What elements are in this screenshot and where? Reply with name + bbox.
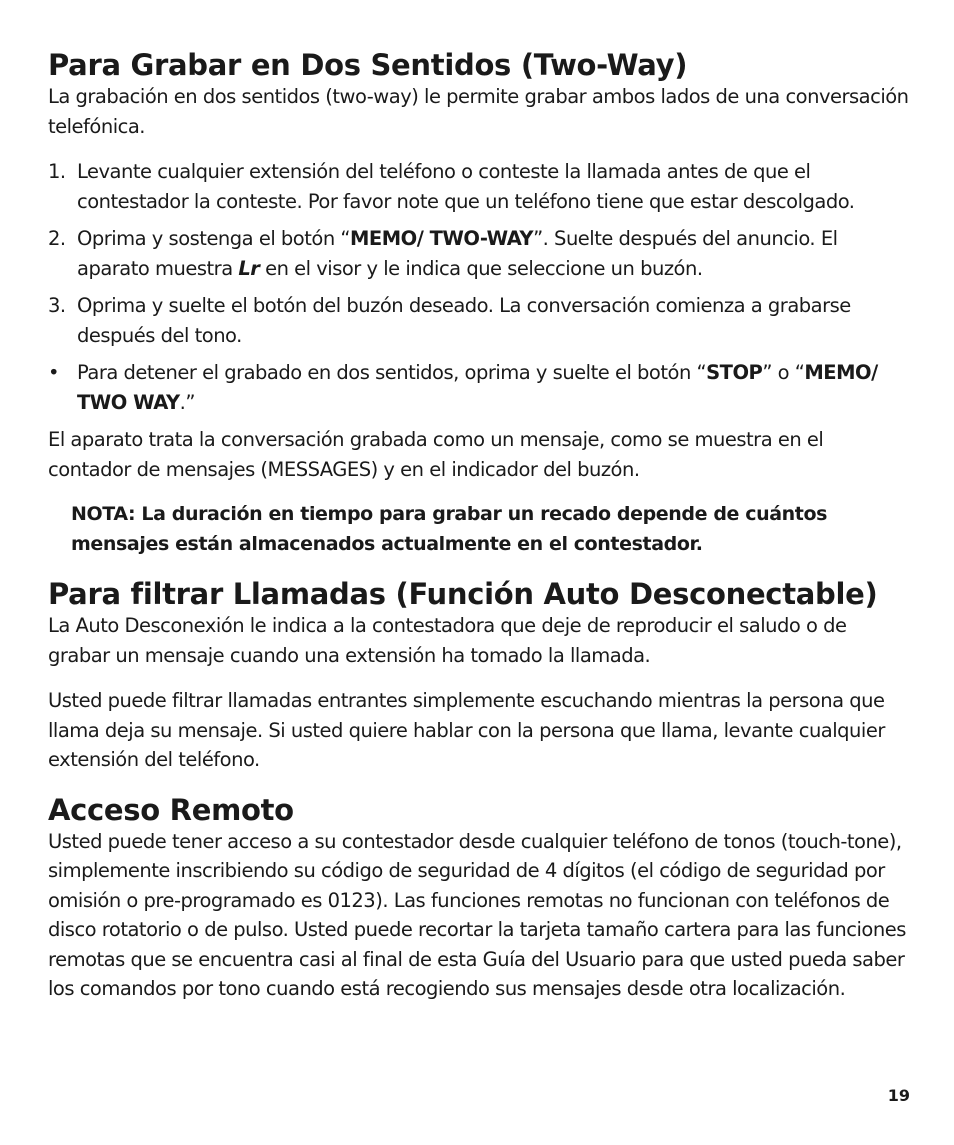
- document-page: [48, 48, 910, 1004]
- two-way-intro: La grabación en dos sentidos (two-way) le permite grabar ambos lados de una conversación telefónica.: [48, 85, 909, 138]
- remote-access-paragraph: Usted puede tener acceso a su contestador desde cualquier teléfono de tonos (touch-tone), simplemente inscribiendo su código de seguridad de 4 dígitos (el código de seguridad por omisión o pre-programado es 0123). Las funciones remotas no funcionan con teléfonos de disco rotatorio o de pulso. Usted puede recortar la tarjeta tamaño cartera para las funciones remotas que se encuentra casi al final de esta Guía del Usuario para que usted pueda saber los comandos por tono cuando está recogiendo sus mensajes desde otra localización.: [48, 829, 906, 1000]
- list-item: [48, 157, 910, 216]
- list-item: [48, 358, 910, 417]
- step-text: Oprima y suelte el botón del buzón deseado. La conversación comienza a grabarse después del tono.: [77, 294, 851, 347]
- section-title-remote-access: Acceso Remoto: [48, 792, 294, 827]
- button-name-stop: STOP: [706, 361, 763, 384]
- step-text: Levante cualquier extensión del teléfono o conteste la llamada antes de que el contestador la conteste. Por favor note que un teléfono tiene que estar descolgado.: [77, 160, 855, 213]
- section-title-screening: Para filtrar Llamadas (Función Auto Desconectable): [48, 577, 878, 611]
- button-name-memo-two-way: MEMO/ TWO WAY: [77, 361, 878, 414]
- step-number: 2.: [48, 227, 66, 250]
- step-text: Oprima y sostenga el botón “: [77, 227, 350, 250]
- screening-paragraph-2: Usted puede filtrar llamadas entrantes simplemente escuchando mientras la persona que llama deja su mensaje. Si usted quiere hablar con la persona que llama, levante cualquier extensión del teléfono.: [48, 689, 885, 771]
- step-text: ”. Suelte después del anuncio. El aparato muestra: [77, 227, 838, 280]
- section-title-two-way: Para Grabar en Dos Sentidos (Two-Way): [48, 48, 688, 82]
- two-way-after: El aparato trata la conversación grabada como un mensaje, como se muestra en el contador de mensajes (MESSAGES) y en el indicador del buzón.: [48, 428, 824, 481]
- button-name-memo-two-way: MEMO/ TWO-WAY: [349, 227, 534, 250]
- screening-paragraph-1: La Auto Desconexión le indica a la contestadora que deje de reproducir el saludo o de grabar un mensaje cuando una extensión ha tomado la llamada.: [48, 614, 847, 667]
- step-number: 1.: [48, 160, 66, 183]
- two-way-steps: [48, 157, 910, 417]
- display-code: Lr: [238, 256, 260, 280]
- list-item: [48, 291, 910, 350]
- page-number: 19: [887, 1086, 910, 1105]
- step-text: en el visor y le indica que seleccione un buzón.: [259, 256, 703, 280]
- step-text: .”: [179, 390, 195, 414]
- step-text: ” o “: [762, 361, 805, 384]
- bullet: •: [48, 361, 60, 384]
- list-item: [48, 224, 910, 283]
- note: NOTA: La duración en tiempo para grabar un recado depende de cuántos mensajes están almacenados actualmente en el contestador.: [71, 503, 828, 555]
- step-text: Para detener el grabado en dos sentidos, oprima y suelte el botón “: [77, 361, 707, 384]
- step-number: 3.: [48, 294, 66, 317]
